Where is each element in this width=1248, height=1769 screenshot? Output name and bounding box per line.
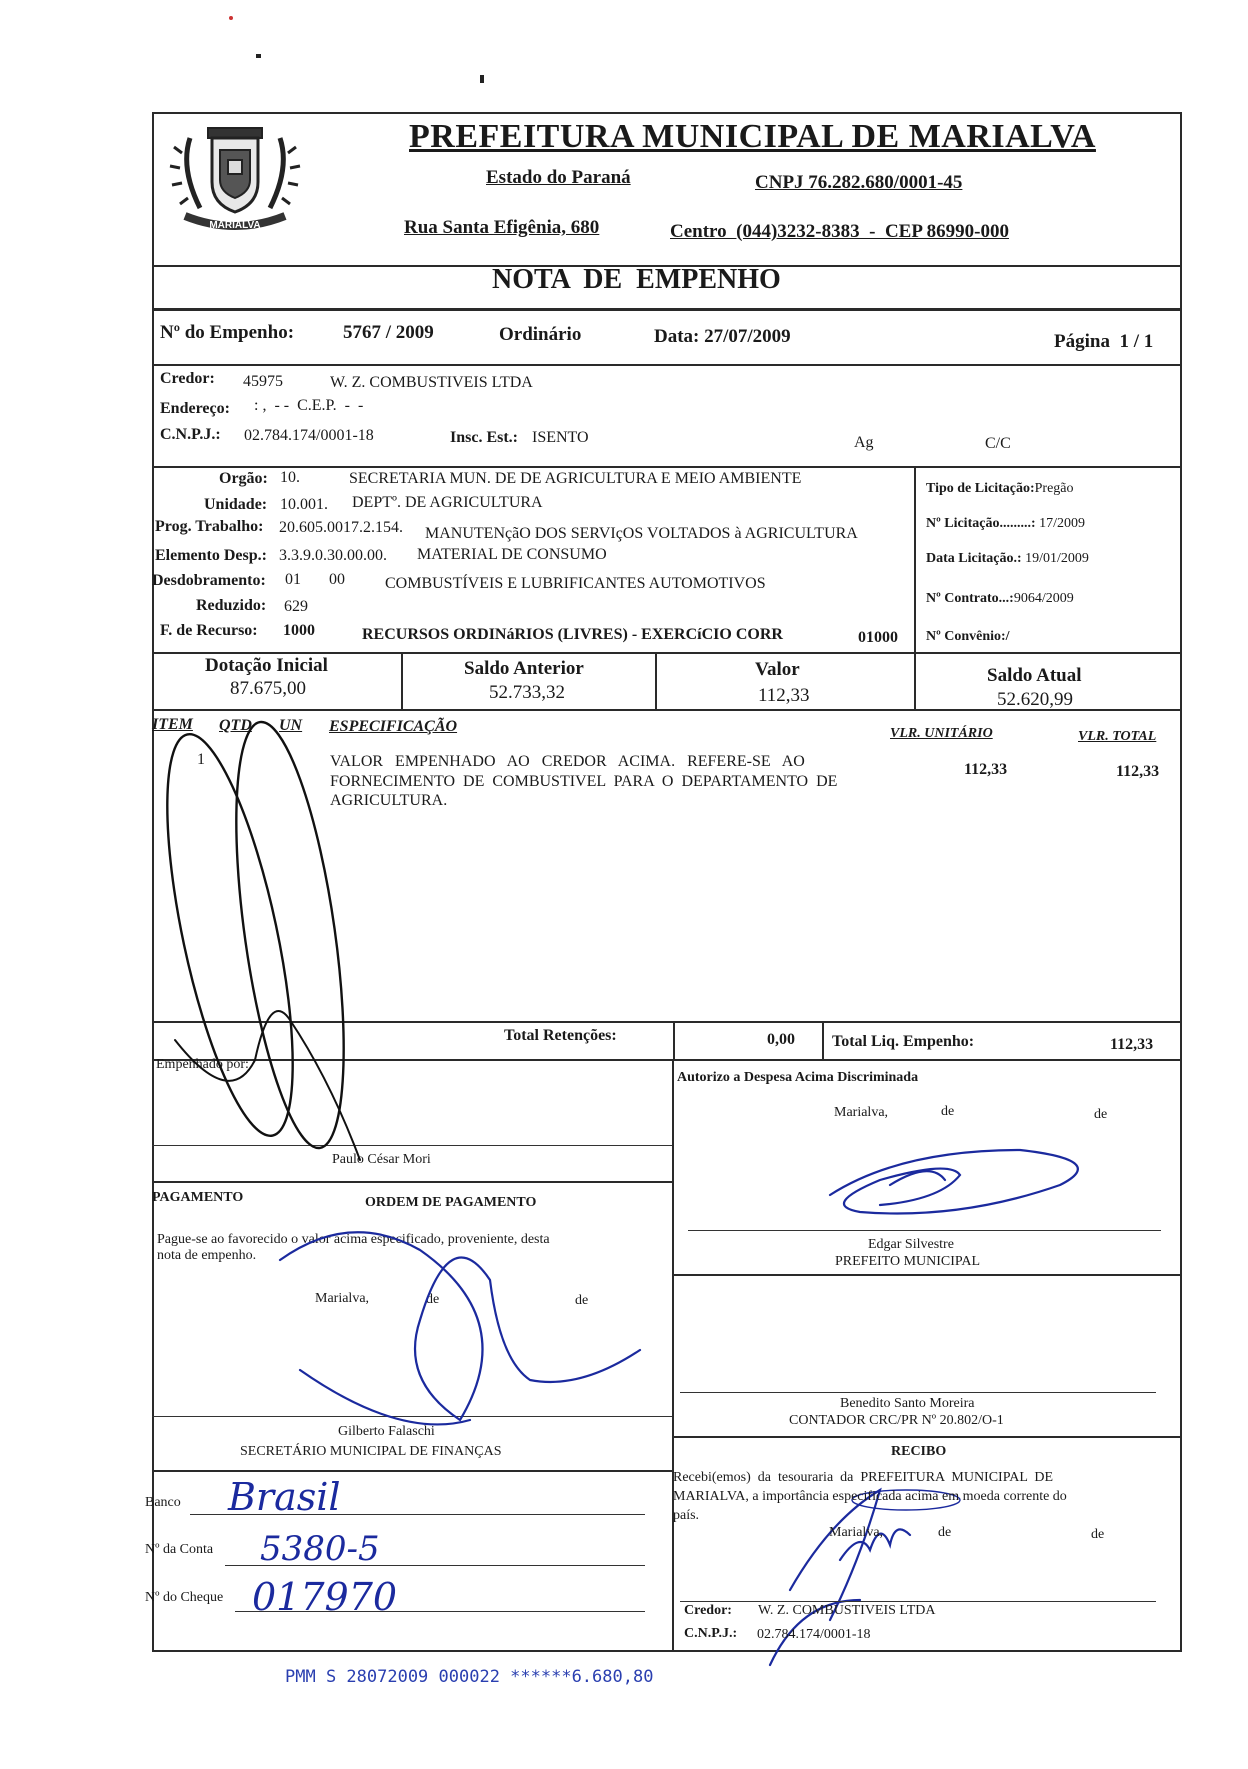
- conta-label: Nº da Conta: [145, 1542, 214, 1557]
- divider: [672, 1436, 1182, 1438]
- desd-name: COMBUSTÍVEIS E LUBRIFICANTES AUTOMOTIVOS: [385, 575, 766, 592]
- autorizo-place: Marialva,: [834, 1105, 889, 1120]
- coat-of-arms-label: MARIALVA: [209, 220, 261, 231]
- coat-of-arms-logo: [160, 98, 310, 248]
- tipo-licitacao-value: Pregão: [1034, 481, 1074, 496]
- numero-licitacao: [926, 516, 1085, 532]
- recibo-text2: MARIALVA, a importância especificada acima em moeda corrente do: [673, 1489, 1067, 1504]
- payment-stamp: PMM S 28072009 000022 ******6.680,80: [285, 1667, 654, 1687]
- cheque-value: 017970: [252, 1575, 398, 1619]
- empenho-date: Data: 27/07/2009: [654, 326, 791, 347]
- cnpj-label: C.N.P.J.:: [160, 426, 221, 443]
- divider: [672, 1274, 1182, 1276]
- banco-label: Banco: [145, 1495, 181, 1510]
- desd-code: 01 00: [285, 571, 345, 588]
- cnpj-value: 02.784.174/0001-18: [244, 427, 374, 444]
- scan-speck: [256, 54, 261, 58]
- item-desc-line1: VALOR EMPENHADO AO CREDOR ACIMA. REFERE-SE AO: [330, 753, 805, 770]
- valor-value: 112,33: [758, 685, 810, 706]
- divider: [673, 1021, 675, 1060]
- data-licitacao-label: Data Licitação.:: [926, 551, 1022, 566]
- pagamento-text2: nota de empenho.: [157, 1248, 257, 1263]
- col-un: UN: [279, 717, 303, 734]
- recurso-code: 1000: [283, 622, 315, 639]
- signature-line: [152, 1145, 672, 1146]
- credor-name: W. Z. COMBUSTIVEIS LTDA: [330, 374, 533, 391]
- reduzido-label: Reduzido:: [196, 597, 267, 614]
- signature-line: [680, 1601, 1156, 1602]
- doc-title: NOTA DE EMPENHO: [492, 264, 781, 295]
- page-number: Página 1 / 1: [1054, 331, 1154, 352]
- desd-label: Desdobramento:: [152, 572, 266, 589]
- divider: [152, 1181, 672, 1183]
- tipo-licitacao: [926, 481, 1074, 497]
- insc-label: Insc. Est.:: [450, 429, 519, 446]
- recibo-place: Marialva,: [829, 1525, 884, 1540]
- recibo-title: RECIBO: [891, 1444, 947, 1459]
- col-vlr-unitario: VLR. UNITÁRIO: [890, 726, 993, 741]
- item-number: 1: [197, 751, 205, 768]
- recibo-credor-value: W. Z. COMBUSTIVEIS LTDA: [758, 1603, 936, 1618]
- autorizo-de2: de: [1094, 1107, 1108, 1122]
- credor-code: 45975: [243, 373, 283, 390]
- credor-label: Credor:: [160, 370, 215, 387]
- pagamento-title: PAGAMENTO: [152, 1190, 244, 1205]
- divider: [822, 1021, 824, 1060]
- scan-speck: [480, 75, 484, 83]
- conta-line: [225, 1565, 645, 1566]
- divider: [152, 1021, 1182, 1023]
- recibo-de1: de: [938, 1525, 952, 1540]
- recibo-cnpj-label: C.N.P.J.:: [684, 1626, 738, 1641]
- recibo-text3: país.: [673, 1508, 700, 1523]
- recibo-de2: de: [1091, 1527, 1105, 1542]
- divider: [914, 652, 916, 709]
- contador-role: CONTADOR CRC/PR Nº 20.802/O-1: [789, 1413, 1004, 1428]
- divider: [152, 466, 1182, 468]
- recurso-name: RECURSOS ORDINáRIOS (LIVRES) - EXERCíCIO CORR: [362, 626, 783, 643]
- ag-label: Ag: [854, 434, 874, 451]
- signature-line: [688, 1230, 1161, 1231]
- divider: [655, 652, 657, 709]
- col-qtd: QTD: [219, 717, 252, 734]
- scan-speck: [229, 16, 233, 20]
- street-address: Rua Santa Efigênia, 680: [404, 217, 600, 238]
- address-rest: Centro (044)3232-8383 - CEP 86990-000: [670, 221, 1009, 242]
- unidade-code: 10.001.: [280, 496, 328, 513]
- item-vlr-total: 112,33: [1116, 763, 1160, 780]
- recurso-number: 01000: [858, 629, 898, 646]
- contador-name: Benedito Santo Moreira: [840, 1396, 975, 1411]
- elem-label: Elemento Desp.:: [155, 547, 267, 564]
- elem-name: MATERIAL DE CONSUMO: [417, 546, 607, 563]
- signature-line: [680, 1392, 1156, 1393]
- data-licitacao: [926, 551, 1089, 567]
- unidade-name: DEPTº. DE AGRICULTURA: [352, 494, 543, 511]
- secretario-name: Gilberto Falaschi: [338, 1424, 435, 1439]
- item-desc-line3: AGRICULTURA.: [330, 792, 448, 809]
- divider: [152, 308, 1182, 311]
- data-licitacao-value: 19/01/2009: [1025, 551, 1089, 566]
- convenio: Nº Convênio:/: [926, 629, 1010, 644]
- item-desc-line2: FORNECIMENTO DE COMBUSTIVEL PARA O DEPARTAMENTO DE: [330, 773, 838, 790]
- empenho-number: 5767 / 2009: [343, 322, 434, 343]
- divider: [152, 1059, 1182, 1061]
- liq-empenho-label: Total Liq. Empenho:: [832, 1033, 975, 1050]
- contrato-label: Nº Contrato...:: [926, 591, 1014, 606]
- contrato: [926, 591, 1074, 607]
- pagamento-text1: Pague-se ao favorecido o valor acima especificado, proveniente, desta: [157, 1232, 550, 1247]
- ordem-pagamento: ORDEM DE PAGAMENTO: [365, 1195, 537, 1210]
- cnpj-header: CNPJ 76.282.680/0001-45: [755, 172, 963, 193]
- orgao-code: 10.: [280, 469, 300, 486]
- saldo-anterior-value: 52.733,32: [489, 682, 565, 703]
- dotacao-inicial-value: 87.675,00: [230, 678, 306, 699]
- prefeito-name: Edgar Silvestre: [868, 1237, 954, 1252]
- cc-label: C/C: [985, 435, 1011, 452]
- prog-code: 20.605.0017.2.154.: [279, 519, 403, 536]
- pagamento-de1: de: [426, 1292, 440, 1307]
- banco-value: Brasil: [228, 1475, 341, 1519]
- insc-value: ISENTO: [532, 429, 589, 446]
- divider: [672, 1059, 674, 1652]
- saldo-atual-label: Saldo Atual: [987, 665, 1082, 686]
- reduzido-value: 629: [284, 598, 308, 615]
- cheque-line: [235, 1611, 645, 1612]
- orgao-label: Orgão:: [219, 470, 268, 487]
- divider: [152, 1470, 672, 1472]
- divider: [152, 709, 1182, 711]
- recurso-label: F. de Recurso:: [160, 622, 258, 639]
- liq-empenho-value: 112,33: [1110, 1036, 1154, 1053]
- recibo-credor-label: Credor:: [684, 1603, 732, 1618]
- secretario-role: SECRETÁRIO MUNICIPAL DE FINANÇAS: [240, 1444, 502, 1459]
- tipo-licitacao-label: Tipo de Licitação:: [926, 481, 1035, 496]
- divider: [152, 364, 1182, 366]
- contrato-value: 9064/2009: [1013, 591, 1074, 606]
- numero-licitacao-label: Nº Licitação.........:: [926, 516, 1036, 531]
- col-vlr-total: VLR. TOTAL: [1078, 729, 1157, 744]
- banco-line: [190, 1514, 645, 1515]
- prefeitura-title: PREFEITURA MUNICIPAL DE MARIALVA: [409, 118, 1096, 155]
- retencoes-value: 0,00: [767, 1031, 795, 1048]
- item-vlr-unitario: 112,33: [964, 761, 1008, 778]
- unidade-label: Unidade:: [204, 496, 268, 513]
- saldo-anterior-label: Saldo Anterior: [464, 658, 584, 679]
- valor-label: Valor: [755, 659, 800, 680]
- estado-label: Estado do Paraná: [486, 167, 631, 188]
- signature-line: [152, 1416, 672, 1417]
- retencoes-label: Total Retenções:: [504, 1027, 617, 1044]
- conta-value: 5380-5: [260, 1529, 380, 1569]
- empenho-type: Ordinário: [499, 324, 582, 345]
- cheque-label: Nº do Cheque: [145, 1590, 224, 1605]
- col-especificacao: ESPECIFICAÇÃO: [329, 718, 458, 735]
- empenho-label: Nº do Empenho:: [160, 322, 295, 343]
- divider: [152, 652, 1182, 654]
- endereco-value: : , - - C.E.P. - -: [254, 397, 364, 414]
- elem-code: 3.3.9.0.30.00.00.: [279, 547, 387, 564]
- col-item: ITEM: [152, 716, 193, 733]
- empenhado-name: Paulo César Mori: [332, 1152, 431, 1167]
- dotacao-inicial-label: Dotação Inicial: [205, 655, 328, 676]
- autorizo-de1: de: [941, 1104, 955, 1119]
- numero-licitacao-value: 17/2009: [1039, 516, 1085, 531]
- pagamento-de2: de: [575, 1293, 589, 1308]
- orgao-name: SECRETARIA MUN. DE DE AGRICULTURA E MEIO AMBIENTE: [349, 470, 802, 487]
- divider: [914, 466, 916, 652]
- autorizo-title: Autorizo a Despesa Acima Discriminada: [677, 1070, 919, 1085]
- recibo-cnpj-value: 02.784.174/0001-18: [757, 1627, 871, 1642]
- recibo-text1: Recebi(emos) da tesouraria da PREFEITURA MUNICIPAL DE: [673, 1470, 1054, 1485]
- saldo-atual-value: 52.620,99: [997, 689, 1073, 710]
- prog-label: Prog. Trabalho:: [155, 518, 264, 535]
- endereco-label: Endereço:: [160, 400, 230, 417]
- empenhado-label: Empenhado por:: [156, 1057, 249, 1072]
- divider: [401, 652, 403, 709]
- prefeito-role: PREFEITO MUNICIPAL: [835, 1254, 981, 1269]
- prog-name: MANUTENçãO DOS SERVIçOS VOLTADOS à AGRICULTURA: [425, 525, 858, 542]
- pagamento-place: Marialva,: [315, 1291, 370, 1306]
